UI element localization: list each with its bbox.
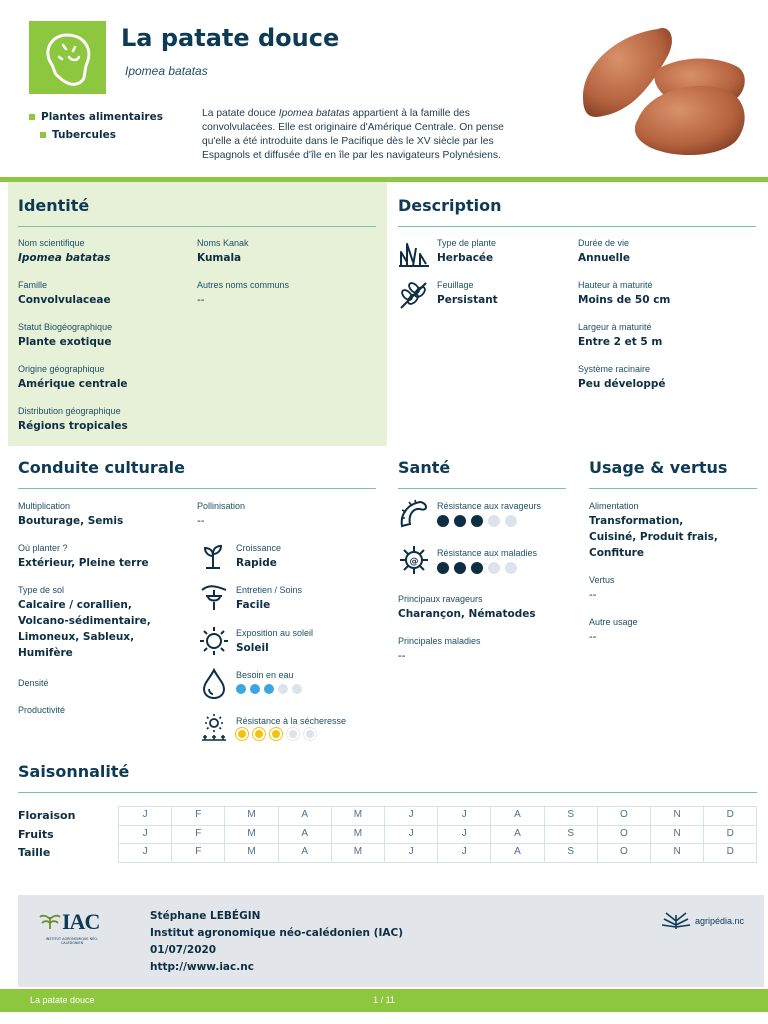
season-month-cell: M [331,806,385,826]
season-row-label: Fruits [18,827,54,841]
rating-dot-filled [454,515,466,527]
season-month-cell: N [650,806,704,826]
field-vertus: Vertus -- [589,575,615,601]
author-institution: Institut agronomique néo-calédonien (IAC) [150,927,403,939]
saisonnalite-title: Saisonnalité [18,762,130,781]
rating-dot-filled [264,684,274,694]
field-hauteur: Hauteur à maturité Moins de 50 cm [578,280,671,306]
pest-icon [398,498,430,530]
rating-dot-empty [278,684,288,694]
season-month-cell: J [437,806,491,826]
potato-icon [29,21,106,94]
season-month-cell: J [384,806,438,826]
field-alimentation: Alimentation Transformation, Cuisiné, Produit frais, Confiture [589,501,718,559]
scientific-name: Ipomea batatas [125,64,208,78]
leaf-branch-icon [398,280,430,310]
season-month-cell: F [171,806,225,826]
publication-date: 01/07/2020 [150,944,217,956]
season-month-cell: J [384,843,438,863]
rating-dot-filled [437,562,449,574]
field-exposition: Exposition au soleil Soleil [236,628,314,654]
sun-icon [199,626,229,656]
culture-title: Conduite culturale [18,458,185,477]
season-month-cell: N [650,843,704,863]
usage-rule [589,488,757,489]
category-item: Tubercules [29,127,163,143]
season-month-cell: D [703,806,757,826]
field-productivite: Productivité [18,705,66,715]
field-type-sol: Type de sol Calcaire / corallien, Volcano-sédimentaire, Limoneux, Sableux, Humifère [18,585,151,659]
field-resistance-ravageurs: Résistance aux ravageurs [437,501,541,527]
season-month-cell: J [437,843,491,863]
rating-dot-filled [454,562,466,574]
season-month-cell: A [278,825,332,845]
season-month-cell: A [278,843,332,863]
pest-rating [437,515,541,527]
field-resistance-maladies: Résistance aux maladies [437,548,537,574]
field-noms-kanak: Noms Kanak Kumala [197,238,249,264]
season-month-cell: F [171,825,225,845]
season-month-cell: N [650,825,704,845]
sante-title: Santé [398,458,451,477]
season-month-cell: A [490,806,544,826]
rating-dot-empty [505,562,517,574]
rating-dot-filled [471,515,483,527]
field-densite: Densité [18,678,49,688]
field-duree-vie: Durée de vie Annuelle [578,238,630,264]
season-month-cell: D [703,825,757,845]
plant-logo [29,21,106,94]
care-icon [200,582,228,612]
rating-dot-empty [488,562,500,574]
season-month-cell: M [331,825,385,845]
intro-paragraph: La patate douce Ipomea batatas appartient à la famille des convolvulacées. Elle est originaire d'Amérique Centrale. On pense qu'elle a été introduite dans le Pacifique dès le XV siècle par les Espagnols et diffusée d'île en île par les navigateurs Polynésiens. [202,108,504,161]
rating-dot-filled [255,730,263,738]
field-systeme-racinaire: Système racinaire Peu développé [578,364,666,390]
iac-logo-text: IAC [62,909,100,934]
website-link[interactable]: http://www.iac.nc [150,961,254,973]
field-multiplication: Multiplication Bouturage, Semis [18,501,124,527]
season-month-cell: M [331,843,385,863]
usage-title: Usage & vertus [589,458,728,477]
bullet [29,114,35,120]
field-pollinisation: Pollinisation -- [197,501,246,527]
field-autres-noms: Autres noms communs -- [197,280,290,306]
rating-dot-filled [250,684,260,694]
season-month-cell: S [544,825,598,845]
season-month-cell: J [118,825,172,845]
rating-dot-filled [238,730,246,738]
plant-photo [578,19,746,157]
rating-dot-filled [272,730,280,738]
iac-logo-sub: INSTITUT AGRONOMIQUE NÉO-CALÉDONIEN [45,937,99,945]
grass-icon [398,238,430,268]
field-famille: Famille Convolvulaceae [18,280,111,306]
season-month-cell: S [544,843,598,863]
season-month-cell: J [118,806,172,826]
iac-logo [36,907,106,947]
page-title: La patate douce [121,24,340,52]
field-distribution: Distribution géographique Régions tropicales [18,406,128,432]
season-month-cell: O [597,806,651,826]
rating-dot-empty [488,515,500,527]
season-month-cell: M [224,843,278,863]
water-drop-icon [201,668,227,700]
author-name: Stéphane LEBÉGIN [150,910,261,922]
field-principaux-ravageurs: Principaux ravageurs Charançon, Nématodes [398,594,536,620]
sweet-potato-photo [578,19,746,157]
identity-rule [18,226,376,227]
rating-dot-empty [292,684,302,694]
season-month-cell: F [171,843,225,863]
field-secheresse: Résistance à la sécheresse [236,716,346,738]
category-list [29,109,163,143]
sante-rule [398,488,566,489]
season-month-cell: A [490,825,544,845]
agripedia-logo: agripédia.nc [660,911,744,931]
season-month-cell: A [490,843,544,863]
rating-dot-filled [471,562,483,574]
field-largeur: Largeur à maturité Entre 2 et 5 m [578,322,663,348]
rating-dot-empty [306,730,314,738]
sprout-icon [200,540,226,570]
description-title: Description [398,196,502,215]
virus-icon [398,544,430,576]
agripedia-icon [660,911,692,931]
field-autre-usage: Autre usage -- [589,617,638,643]
season-row-label: Floraison [18,809,76,822]
field-nom-scientifique: Nom scientifique Ipomea batatas [18,238,111,264]
field-principales-maladies: Principales maladies -- [398,636,481,662]
season-month-cell: M [224,825,278,845]
saisonnalite-rule [18,792,757,793]
season-month-cell: M [224,806,278,826]
season-month-cell: J [118,843,172,863]
identity-title: Identité [18,196,90,215]
page-number: 1 / 11 [373,995,395,1005]
season-month-cell: J [384,825,438,845]
description-rule [398,226,756,227]
iac-logo-mark [38,909,62,931]
season-month-cell: J [437,825,491,845]
rating-dot-filled [236,684,246,694]
rating-dot-empty [289,730,297,738]
season-row-label: Taille [18,846,51,859]
field-besoin-eau: Besoin en eau [236,670,306,694]
water-rating [236,684,306,694]
season-month-cell: D [703,843,757,863]
season-month-cell: O [597,825,651,845]
season-month-cell: S [544,806,598,826]
author-block [150,908,403,976]
bottom-bar-title: La patate douce [30,995,95,1005]
season-month-cell: A [278,806,332,826]
drought-icon [200,713,228,743]
category-item: Plantes alimentaires [29,109,163,125]
svg-text:@: @ [409,557,419,567]
field-origine: Origine géographique Amérique centrale [18,364,128,390]
disease-rating [437,562,537,574]
season-month-cell: O [597,843,651,863]
rating-dot-empty [505,515,517,527]
field-ou-planter: Où planter ? Extérieur, Pleine terre [18,543,149,569]
field-type-plante: Type de plante Herbacée [437,238,497,264]
bullet [40,132,46,138]
field-croissance: Croissance Rapide [236,543,282,569]
rating-dot-filled [437,515,449,527]
field-feuillage: Feuillage Persistant [437,280,498,306]
culture-rule [18,488,376,489]
field-statut: Statut Biogéographique Plante exotique [18,322,113,348]
field-entretien: Entretien / Soins Facile [236,585,303,611]
drought-rating [236,730,346,738]
